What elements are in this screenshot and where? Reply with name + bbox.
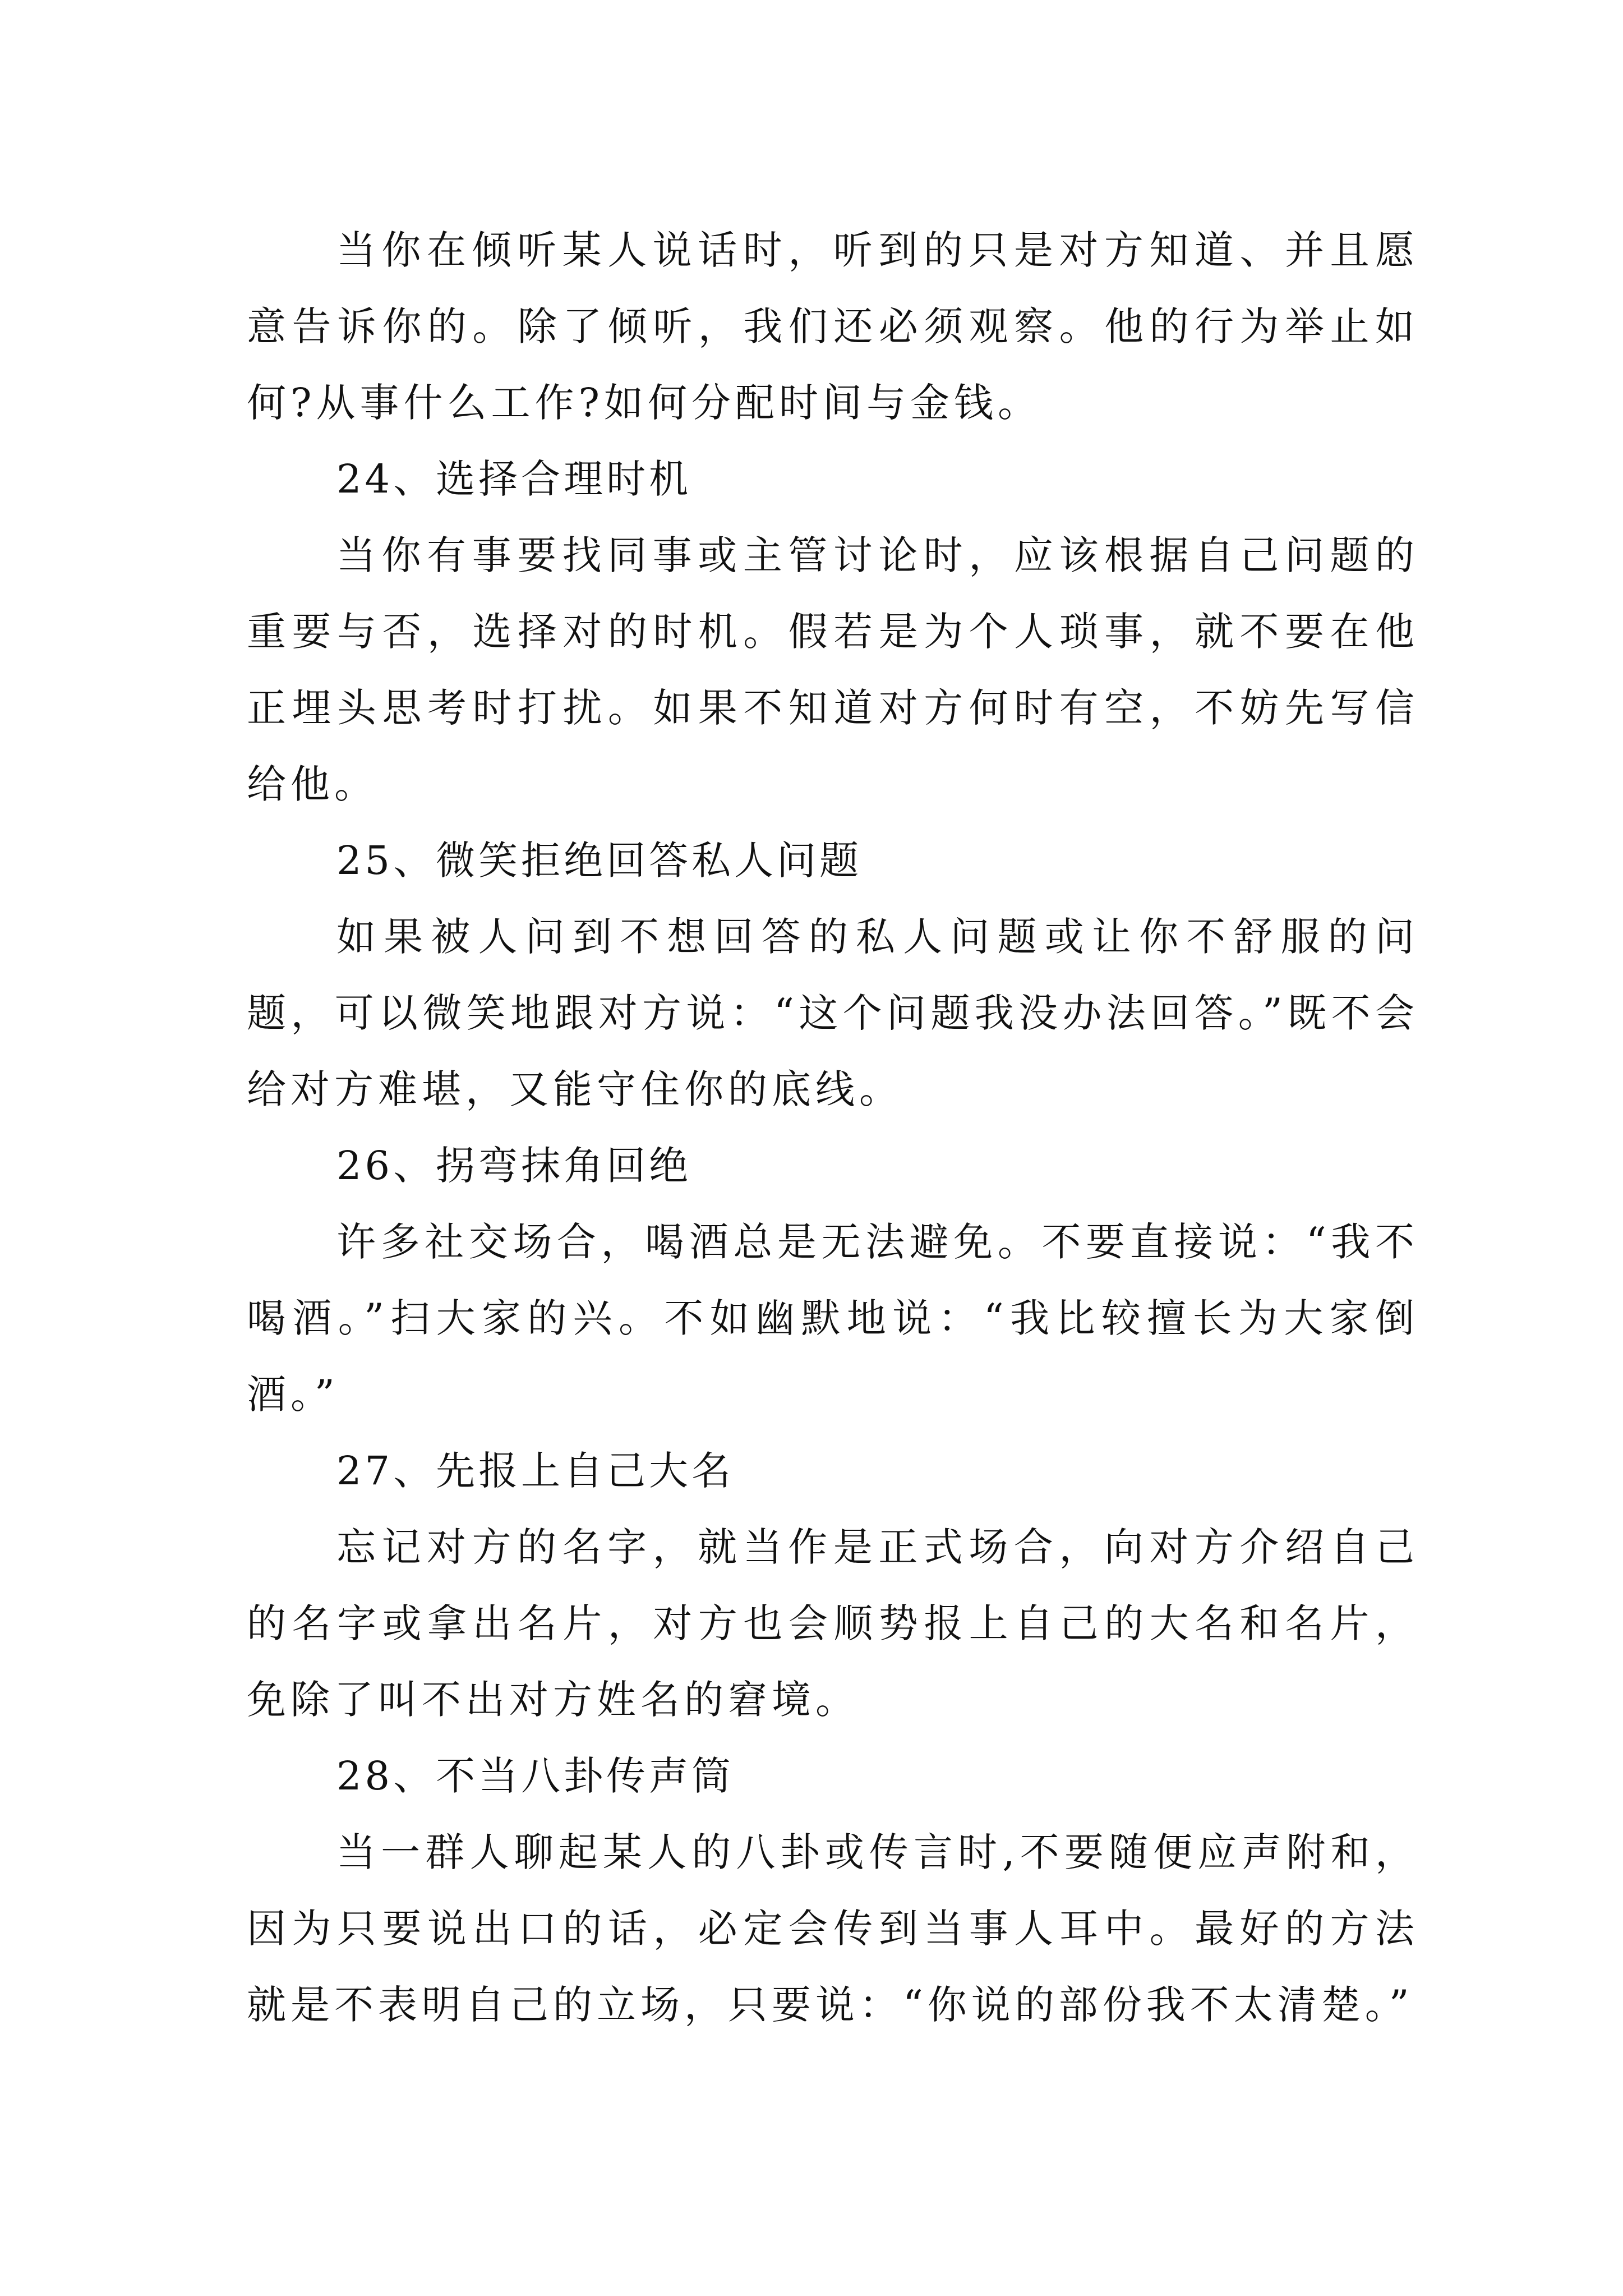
paragraph-no-gossip: 当一群人聊起某人的八卦或传言时,不要随便应声附和，因为只要说出口的话，必定会传到当事人耳中。最好的方法就是不表明自己的立场，只要说：“你说的部份我不太清楚。” — [247, 1829, 1419, 2028]
heading-28-no-gossip: 28、不当八卦传声筒 — [336, 1753, 735, 1799]
heading-26-indirect-decline: 26、拐弯抹角回绝 — [336, 1143, 692, 1189]
heading-27-introduce-self: 27、先报上自己大名 — [336, 1448, 735, 1494]
heading-24-timing: 24、选择合理时机 — [336, 456, 692, 502]
document-page — [247, 212, 1419, 2043]
paragraph-timing: 当你有事要找同事或主管讨论时，应该根据自己问题的重要与否，选择对的时机。假若是为个人琐事，就不要在他正埋头思考时打扰。如果不知道对方何时有空，不妨先写信给他。 — [247, 532, 1419, 807]
paragraph-listening: 当你在倾听某人说话时，听到的只是对方知道、并且愿意告诉你的。除了倾听，我们还必须观察。他的行为举止如何?从事什么工作?如何分配时间与金钱。 — [247, 227, 1419, 426]
paragraph-smile-refuse: 如果被人问到不想回答的私人问题或让你不舒服的问题，可以微笑地跟对方说：“这个问题我没办法回答。”既不会给对方难堪，又能守住你的底线。 — [247, 914, 1419, 1112]
paragraph-introduce-self: 忘记对方的名字，就当作是正式场合，向对方介绍自己的名字或拿出名片，对方也会顺势报上自己的大名和名片，免除了叫不出对方姓名的窘境。 — [247, 1524, 1419, 1723]
paragraph-indirect-decline: 许多社交场合，喝酒总是无法避免。不要直接说：“我不喝酒。”扫大家的兴。不如幽默地说：“我比较擅长为大家倒酒。” — [247, 1219, 1419, 1418]
heading-25-smile-refuse: 25、微笑拒绝回答私人问题 — [336, 838, 863, 884]
